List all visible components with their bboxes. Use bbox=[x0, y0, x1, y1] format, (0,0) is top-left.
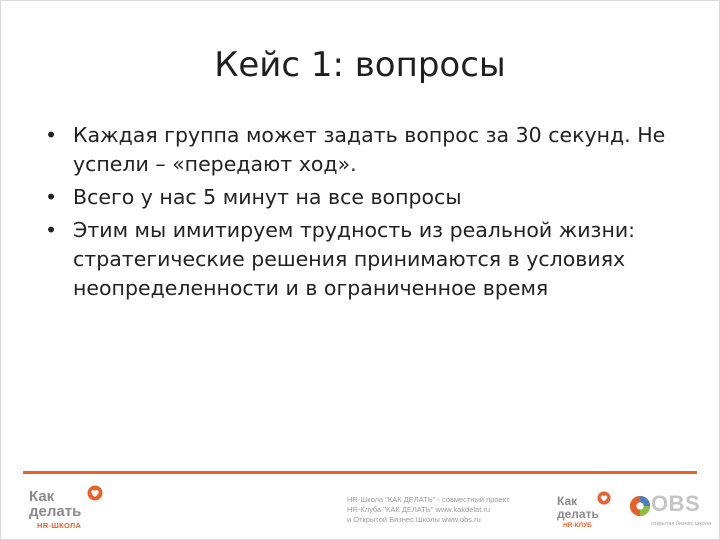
logo-word: делать bbox=[557, 507, 599, 521]
logo-subtitle: HR-ШКОЛА bbox=[37, 521, 82, 530]
obs-logo-subtitle: открытая бизнес школа bbox=[651, 521, 712, 527]
bullet-marker: • bbox=[45, 123, 58, 147]
bullet-text: Этим мы имитируем трудность из реальной жизни: стратегические решения принимаются в условиях неопределенности и в ограниченное время bbox=[73, 218, 636, 300]
footer-info-line: и Открытой Бизнес Школы www.obs.ru bbox=[347, 515, 481, 524]
footer-info-line: HR-Школа "КАК ДЕЛАТЬ" - совместный проект bbox=[347, 495, 510, 504]
heart-badge-icon bbox=[87, 485, 103, 501]
globe-icon bbox=[629, 495, 651, 517]
kakdelat-hr-club-logo bbox=[557, 491, 617, 535]
logo-subtitle: HR-КЛУБ bbox=[563, 522, 592, 529]
bullet-text: Всего у нас 5 минут на все вопросы bbox=[73, 185, 462, 209]
logo-word: Как bbox=[29, 488, 55, 505]
bullet-item bbox=[41, 121, 681, 179]
bullet-marker: • bbox=[45, 218, 58, 242]
bullet-list bbox=[41, 121, 681, 307]
slide-title: Кейс 1: вопросы bbox=[214, 45, 506, 85]
kakdelat-hr-school-logo bbox=[29, 485, 109, 533]
obs-logo bbox=[629, 489, 712, 535]
bullet-text: Каждая группа может задать вопрос за 30 секунд. Не успели – «передают ход». bbox=[73, 123, 666, 176]
heart-badge-icon bbox=[597, 491, 611, 505]
obs-logo-text: OBS bbox=[651, 491, 701, 516]
footer-info-line: HR-Клуба "КАК ДЕЛАТЬ" www.kakdelat.ru bbox=[347, 505, 491, 514]
footer-info bbox=[347, 495, 537, 525]
bullet-marker: • bbox=[45, 185, 58, 209]
bullet-item bbox=[41, 183, 681, 212]
logo-word: Как bbox=[557, 494, 578, 508]
logo-word: делать bbox=[29, 503, 82, 520]
bullet-item bbox=[41, 216, 681, 303]
footer-divider bbox=[23, 471, 697, 474]
